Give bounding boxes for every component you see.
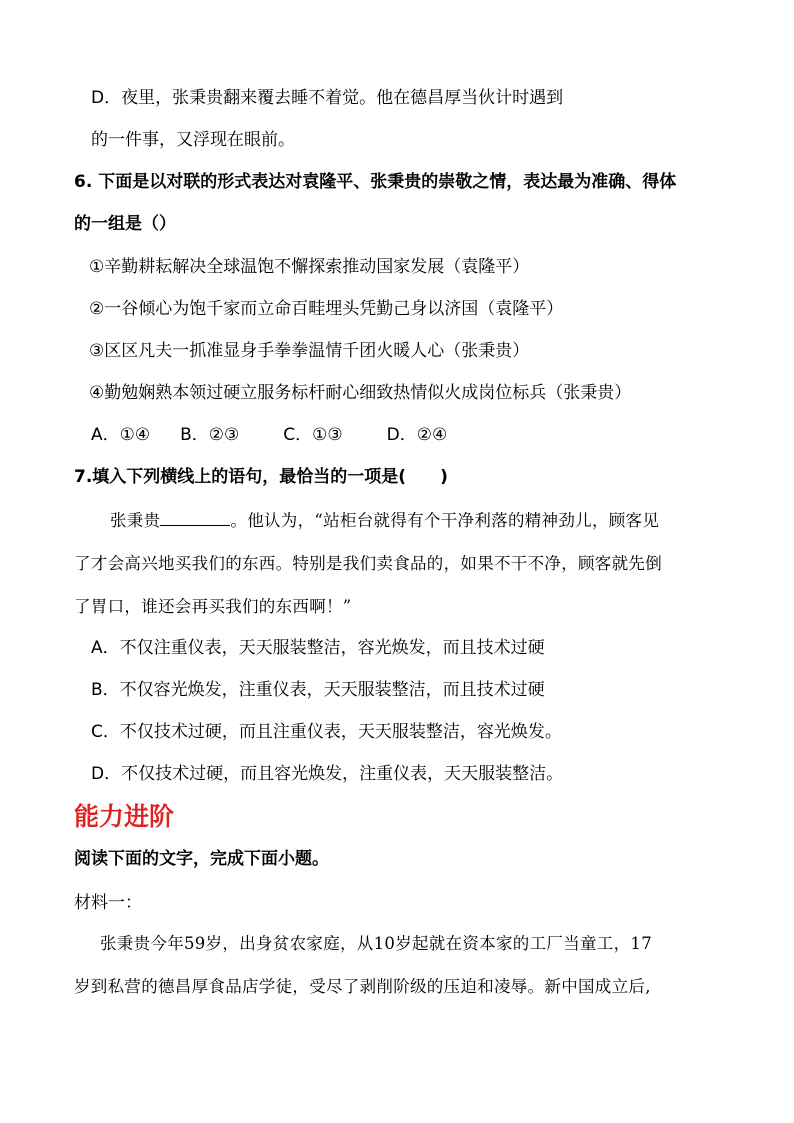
q7-passage-line1 [110, 509, 659, 533]
material-para-line1: 张秉贵今年59岁，出身贫农家庭，从10岁起就在资本家的工厂当童工，17 [100, 934, 652, 953]
q7-option-a: A．不仅注重仪表，天天服装整洁，容光焕发，而且技术过硬 [91, 638, 545, 658]
q7-stem-text: 7.填入下列横线上的语句，最恰当的一项是( [74, 467, 407, 487]
q7-option-b: B．不仅容光焕发，注重仪表，天天服装整洁，而且技术过硬 [91, 680, 545, 700]
q7-stem [74, 465, 448, 489]
q6-option-d: D．②④ [386, 425, 448, 445]
section-instruction: 阅读下面的文字，完成下面小题。 [74, 849, 329, 869]
q7-blank [160, 511, 230, 526]
q6-option-c: C．①③ [283, 425, 343, 445]
q7-option-d: D．不仅技术过硬，而且容光焕发，注重仪表，天天服装整洁。 [91, 764, 564, 784]
q5-option-d-line1: D．夜里，张秉贵翻来覆去睡不着觉。他在德昌厚当伙计时遇到 [91, 88, 564, 108]
q6-item-3: ③区区凡夫一抓准显身手拳拳温情千团火暖人心（张秉贵） [89, 341, 530, 361]
q7-passage-line2: 了才会高兴地买我们的东西。特别是我们卖食品的，如果不干不净，顾客就先倒 [74, 554, 662, 573]
q7-passage-start: 张秉贵 [110, 511, 161, 530]
q7-passage-line3: 了胃口，谁还会再买我们的东西啊！” [74, 597, 352, 616]
q5-option-d-line2: 的一件事，又浮现在眼前。 [91, 130, 295, 150]
q7-stem-close-paren: ) [440, 467, 448, 487]
q6-options [91, 423, 447, 447]
q6-item-1: ①辛勤耕耘解决全球温饱不懈探索推动国家发展（袁隆平） [89, 257, 530, 277]
material-label: 材料一： [74, 893, 142, 913]
q7-option-c: C．不仅技术过硬，而且注重仪表，天天服装整洁，容光焕发。 [91, 722, 562, 742]
q6-option-b: B．②③ [180, 425, 240, 445]
q6-stem-line2: 的一组是（） [74, 214, 176, 234]
q6-item-2: ②一谷倾心为饱千家而立命百畦埋头凭勤己身以济国（袁隆平） [89, 299, 564, 319]
material-para-line2: 岁到私营的德昌厚食品店学徒，受尽了剥削阶级的压迫和凌辱。新中国成立后, [74, 977, 651, 996]
section-title: 能力进阶 [74, 802, 175, 831]
q6-item-4: ④勤勉娴熟本领过硬立服务标杆耐心细致热情似火成岗位标兵（张秉贵） [89, 383, 632, 403]
q6-stem-line1: 6. 下面是以对联的形式表达对袁隆平、张秉贵的崇敬之情，表达最为准确、得体 [74, 172, 677, 192]
q7-passage-rest: 。他认为，“站柜台就得有个干净利落的精神劲儿，顾客见 [230, 511, 660, 530]
q6-option-a: A．①④ [91, 425, 151, 445]
